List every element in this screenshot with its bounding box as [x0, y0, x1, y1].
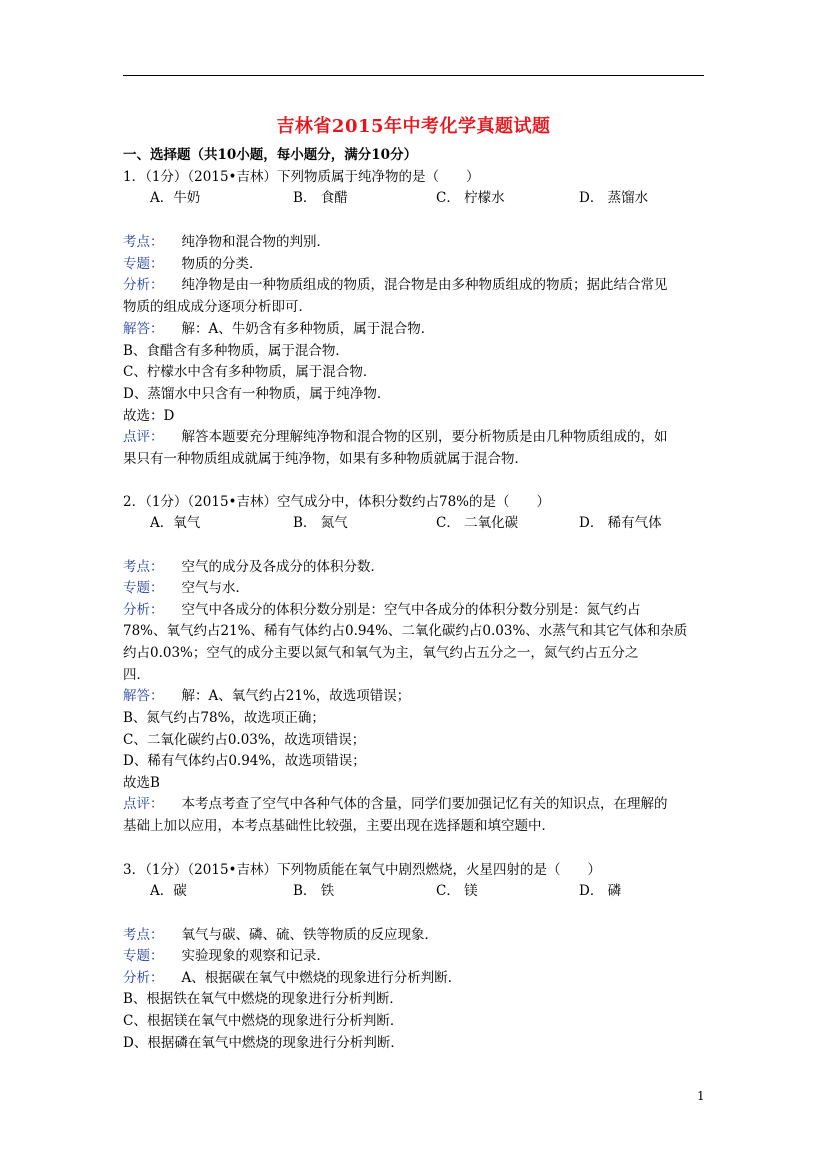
q1-jieda-text-1: 解：A、牛奶含有多种物质，属于混合物．: [181, 321, 435, 337]
header-rule: [123, 75, 704, 76]
zhuanti-label: 专题：: [123, 256, 164, 272]
q1-fenxi-text-1: 纯净物是由一种物质组成的物质，混合物是由多种物质组成的物质；据此结合常见: [181, 277, 668, 293]
q3-stem: 3．（1分）（2015•吉林）下列物质能在氧气中剧烈燃烧，火星四射的是（ ）: [123, 862, 601, 878]
jieda-label: 解答：: [123, 688, 164, 704]
q2-zhuanti-text: 空气与水．: [181, 580, 249, 596]
q3-kaodian: [123, 925, 438, 945]
q1-kaodian: [123, 232, 330, 252]
dianping-label: 点评：: [123, 429, 164, 445]
q3-option-b: B． 铁: [293, 883, 335, 899]
page-title: 吉林省2015年中考化学真题试题: [276, 116, 551, 137]
q3-option-c: C． 镁: [436, 883, 478, 899]
q3-zhuanti: [123, 946, 330, 966]
q1-dianping-text-1: 解答本题要充分理解纯净物和混合物的区别，要分析物质是由几种物质组成的，如: [181, 429, 668, 445]
q3-option-a: A．碳: [150, 883, 187, 899]
fenxi-label: 分析：: [123, 277, 164, 293]
q1-jieda-5: 故选：D: [123, 408, 175, 424]
q2-jieda-3: C、二氧化碳约占0.03%，故选项错误；: [123, 732, 366, 748]
q2-jieda-5: 故选B: [123, 775, 160, 791]
q1-zhuanti: [123, 254, 263, 274]
section-heading: 一、选择题（共10小题，每小题分，满分10分）: [123, 147, 418, 163]
fenxi-label: 分析：: [123, 602, 164, 618]
q2-fenxi-4: 四．: [123, 667, 150, 683]
q3-fenxi-text-1: A、根据碳在氧气中燃烧的现象进行分析判断．: [181, 970, 462, 986]
q1-jieda-4: D、蒸馏水中只含有一种物质，属于纯净物．: [123, 386, 391, 402]
q1-option-d: D． 蒸馏水: [579, 190, 649, 206]
q2-zhuanti: [123, 578, 249, 598]
q1-jieda-3: C、柠檬水中含有多种物质，属于混合物．: [123, 364, 377, 380]
q2-fenxi-2: 78%、氧气约占21%、稀有气体约占0.94%、二氧化碳约占0.03%、水蒸气和其它气体和杂质: [123, 623, 688, 639]
q2-dianping-text-1: 本考点考查了空气中各种气体的含量，同学们要加强记忆有关的知识点，在理解的: [181, 796, 668, 812]
q2-dianping-2: 基础上加以应用，本考点基础性比较强，主要出现在选择题和填空题中．: [123, 818, 555, 834]
q2-jieda-2: B、氮气约占78%，故选项正确；: [123, 710, 325, 726]
q3-options: [150, 881, 722, 901]
q2-kaodian: [123, 557, 384, 577]
q1-jieda: [123, 319, 434, 339]
dianping-label: 点评：: [123, 796, 164, 812]
q1-jieda-2: B、食醋含有多种物质，属于混合物．: [123, 343, 349, 359]
jieda-label: 解答：: [123, 321, 164, 337]
kaodian-label: 考点：: [123, 234, 164, 250]
q1-dianping: [123, 427, 668, 447]
q1-dianping-2: 果只有一种物质组成就属于纯净物，如果有多种物质就属于混合物．: [123, 451, 528, 467]
page-number: 1: [697, 1089, 705, 1103]
q2-stem: 2．（1分）（2015•吉林）空气成分中，体积分数约占78%的是（ ）: [123, 494, 551, 510]
kaodian-label: 考点：: [123, 927, 164, 943]
q2-fenxi-text-1: 空气中各成分的体积分数分别是：空气中各成分的体积分数分别是：氮气约占: [181, 602, 641, 618]
q3-fenxi-2: B、根据铁在氧气中燃烧的现象进行分析判断．: [123, 991, 403, 1007]
q1-option-a: A．牛奶: [150, 190, 201, 206]
q1-fenxi-2: 物质的组成成分逐项分析即可．: [123, 299, 312, 315]
q3-zhuanti-text: 实验现象的观察和记录．: [181, 948, 330, 964]
q2-kaodian-text: 空气的成分及各成分的体积分数．: [181, 559, 384, 575]
q1-option-b: B． 食醋: [293, 190, 348, 206]
q2-option-c: C． 二氧化碳: [436, 515, 519, 531]
q3-fenxi-4: D、根据磷在氧气中燃烧的现象进行分析判断．: [123, 1035, 404, 1051]
q3-fenxi: [123, 968, 461, 988]
q2-jieda: [123, 686, 410, 706]
fenxi-label: 分析：: [123, 970, 164, 986]
q2-option-b: B． 氮气: [293, 515, 348, 531]
q2-options: [150, 513, 722, 533]
q2-jieda-4: D、稀有气体约占0.94%，故选项错误；: [123, 753, 366, 769]
q3-option-d: D． 磷: [579, 883, 622, 899]
q1-options: [150, 188, 722, 208]
q2-fenxi-3: 约占0.03%；空气的成分主要以氮气和氧气为主，氧气约占五分之一，氮气约占五分之: [123, 645, 639, 661]
q2-option-a: A．氧气: [150, 515, 201, 531]
q2-fenxi: [123, 600, 641, 620]
q1-stem: 1．（1分）（2015•吉林）下列物质属于纯净物的是（ ）: [123, 169, 480, 185]
q3-fenxi-3: C、根据镁在氧气中燃烧的现象进行分析判断．: [123, 1013, 404, 1029]
q2-option-d: D． 稀有气体: [579, 515, 662, 531]
q2-jieda-text-1: 解：A、氧气约占21%，故选项错误；: [181, 688, 411, 704]
kaodian-label: 考点：: [123, 559, 164, 575]
q1-zhuanti-text: 物质的分类．: [181, 256, 263, 272]
q2-dianping: [123, 794, 668, 814]
q1-fenxi: [123, 275, 668, 295]
q3-kaodian-text: 氧气与碳、磷、硫、铁等物质的反应现象．: [181, 927, 438, 943]
zhuanti-label: 专题：: [123, 948, 164, 964]
q1-option-c: C． 柠檬水: [436, 190, 505, 206]
q1-kaodian-text: 纯净物和混合物的判别．: [181, 234, 330, 250]
zhuanti-label: 专题：: [123, 580, 164, 596]
